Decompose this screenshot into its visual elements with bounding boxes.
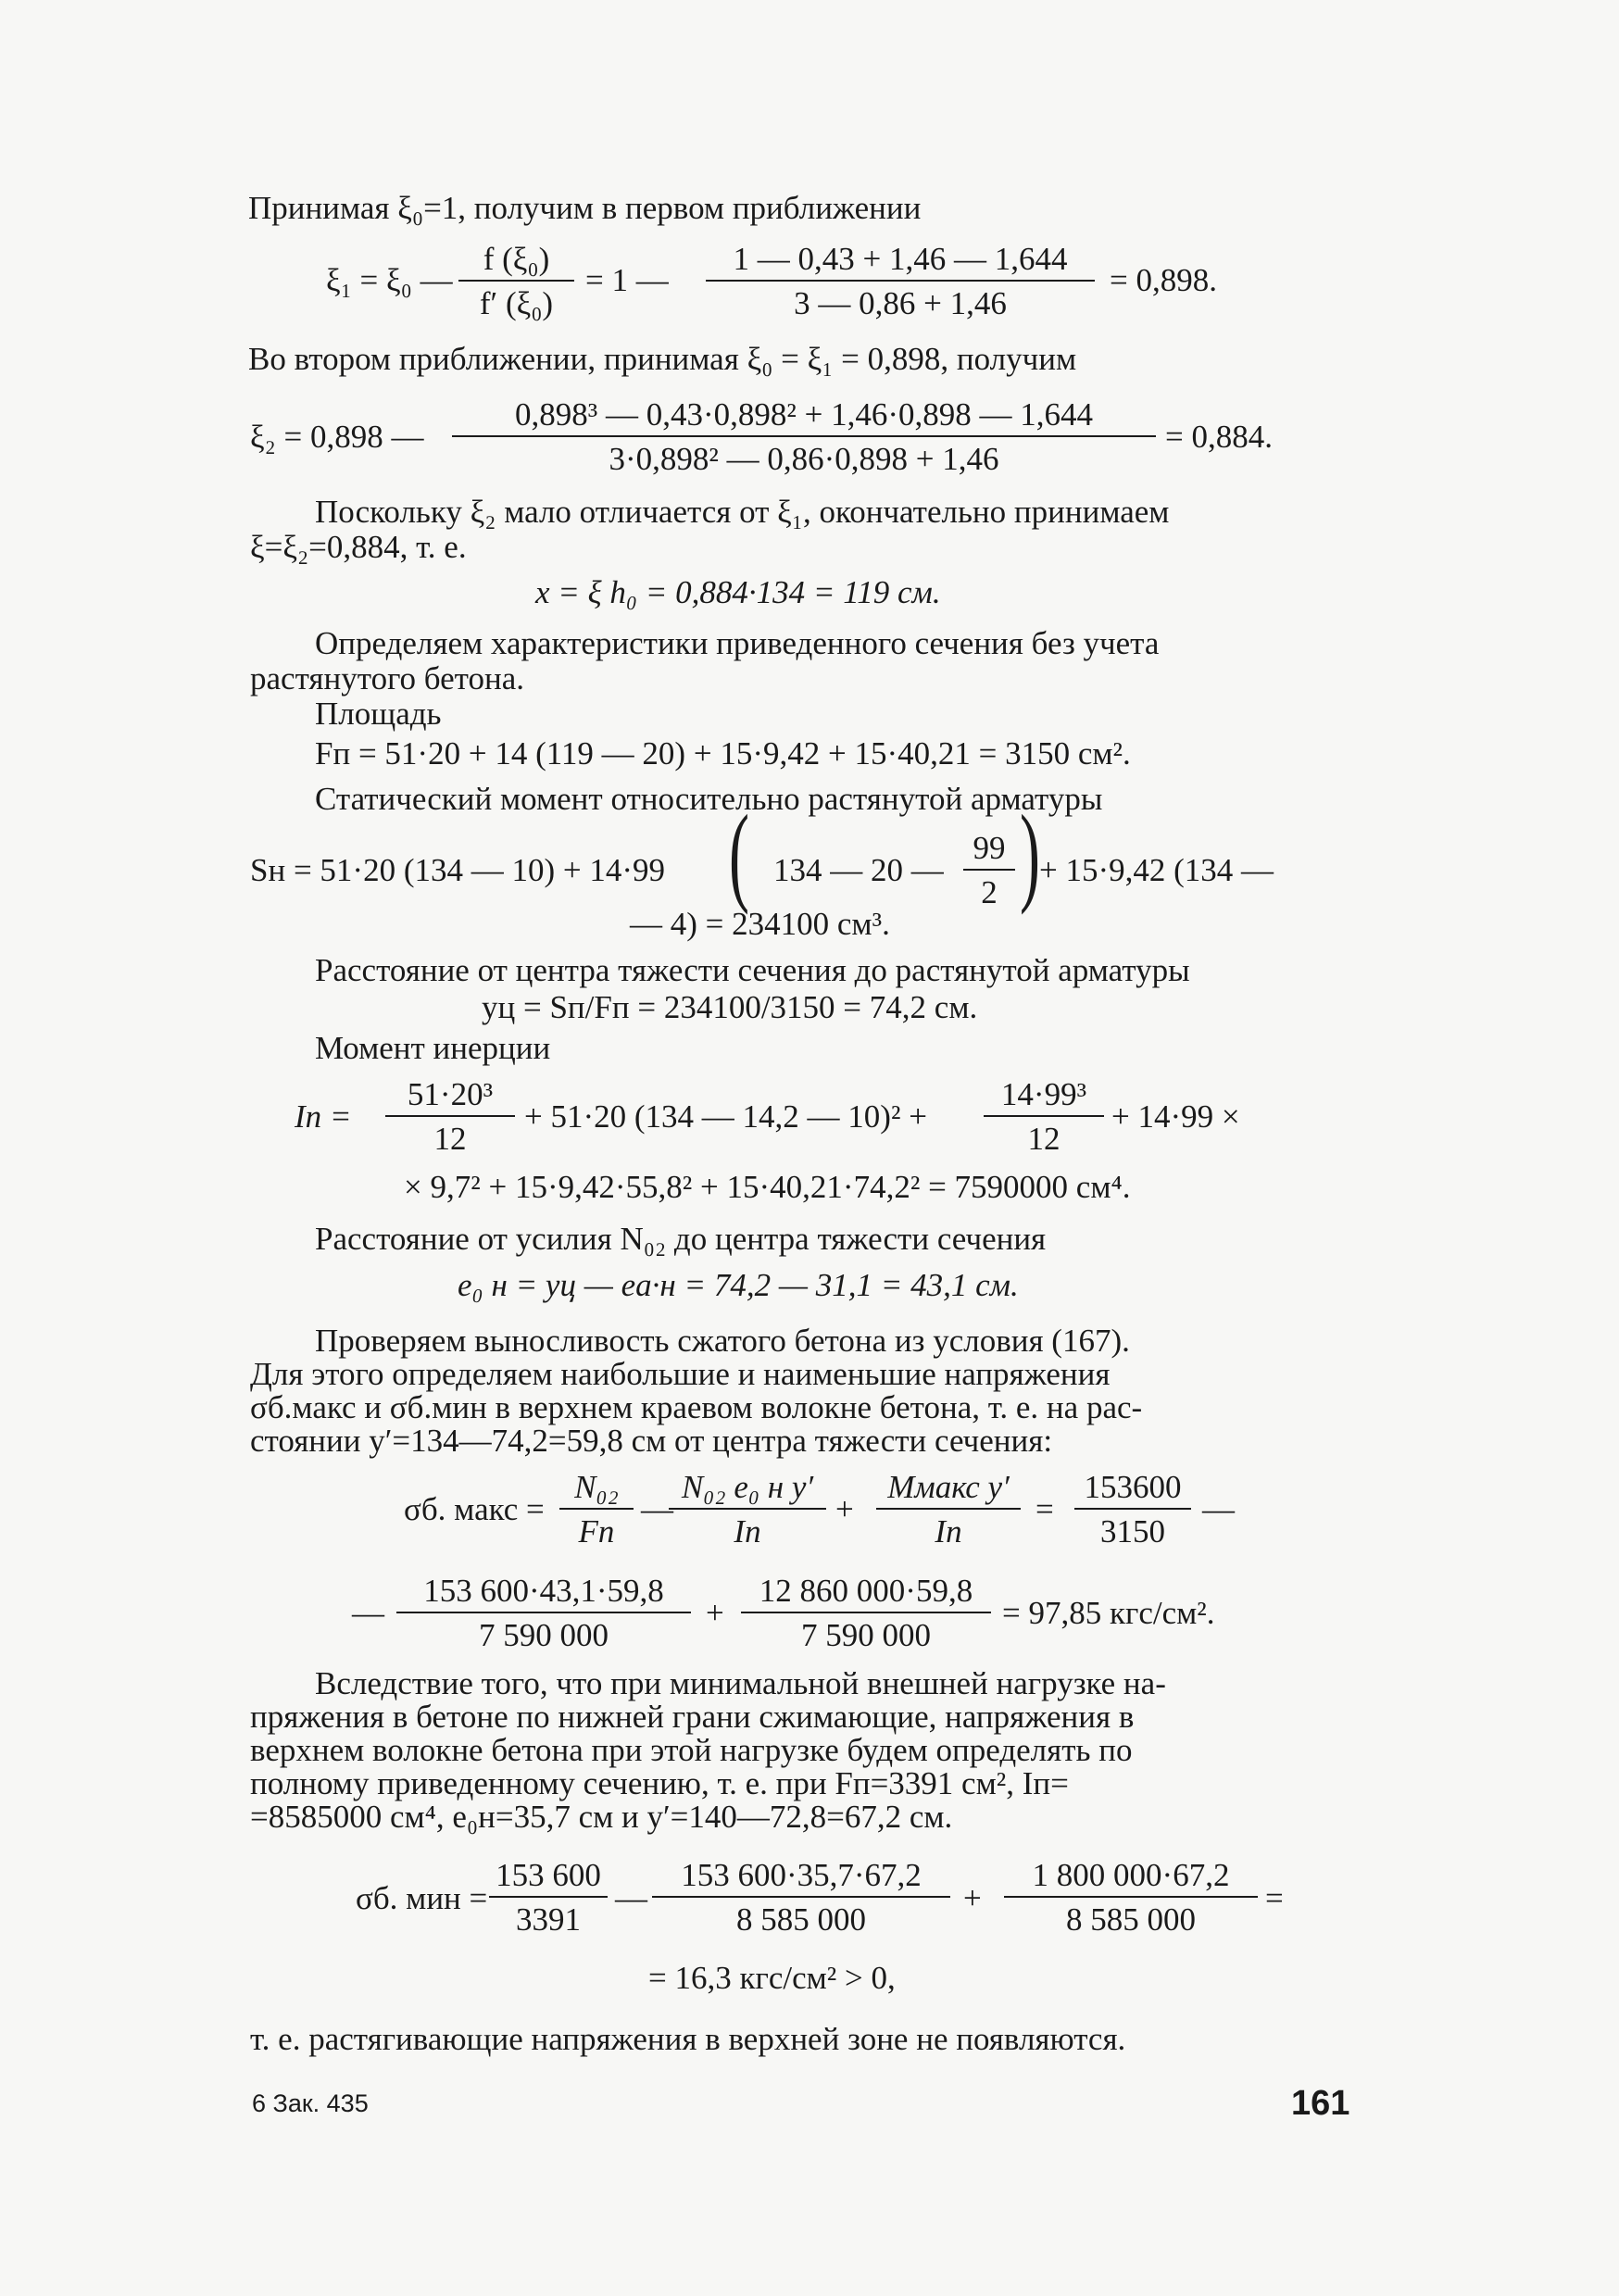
eq9-frac3 [876, 1469, 1021, 1550]
eq7-frac1-num: 51·20³ [385, 1076, 515, 1117]
eq1-result: = 0,898. [1110, 262, 1217, 298]
eq10-line2: = 16,3 кгс/см² > 0, [648, 1960, 896, 1996]
para4-line2: пряжения в бетоне по нижней грани сжимающие, напряжения в [250, 1699, 1135, 1735]
area-label: Площадь [315, 696, 442, 732]
eq9-frac2 [669, 1469, 826, 1550]
footer-left: 6 Зак. 435 [252, 2089, 369, 2117]
eq10-frac2-den: 8 585 000 [736, 1901, 866, 1938]
eq10-frac3 [1004, 1857, 1258, 1938]
eq5-lhs: Sн = 51·20 (134 — 10) + 14·99 [250, 852, 666, 888]
eq9-frac6 [741, 1573, 991, 1654]
eq9-lhs: σб. макс = [404, 1491, 545, 1527]
eq5-paren-close: ) [1019, 792, 1040, 915]
eq7-frac1 [385, 1076, 515, 1158]
eq5-frac [963, 830, 1015, 911]
eq5-inner: 134 — 20 — [773, 852, 944, 888]
eq2-lhs: ξ₂ = 0,898 — [250, 419, 424, 455]
page-number: 161 [1291, 2084, 1350, 2123]
eq9-eq: = [1035, 1491, 1054, 1527]
eq1-frac2-num: 1 — 0,43 + 1,46 — 1,644 [706, 241, 1095, 282]
eq10-frac1-num: 153 600 [489, 1857, 608, 1898]
eq7-frac2-den: 12 [1027, 1121, 1061, 1157]
eq10-lhs: σб. мин = [356, 1880, 488, 1916]
dist-label: Расстояние от центра тяжести сечения до растянутой арматуры [315, 952, 1190, 988]
eq1-frac1 [458, 241, 574, 322]
eq1-mid: = 1 — [585, 262, 669, 298]
para3-line1: Проверяем выносливость сжатого бетона из условия (167). [315, 1323, 1130, 1359]
eq6: yц = Sп/Fп = 234100/3150 = 74,2 см. [482, 989, 978, 1025]
eq7-lhs: Iп = [295, 1098, 352, 1135]
eq4: Fп = 51·20 + 14 (119 — 20) + 15·9,42 + 15·40,21 = 3150 см². [315, 735, 1131, 772]
eq9-l2-op2: + [706, 1595, 724, 1631]
eq9-frac4-den: 3150 [1100, 1513, 1165, 1549]
eq7-mid: + 51·20 (134 — 14,2 — 10)² + [524, 1098, 927, 1135]
para3-line4: стоянии y′=134—74,2=59,8 см от центра тяжести сечения: [250, 1423, 1053, 1459]
eq10-eq: = [1265, 1880, 1284, 1916]
eq1-frac1-num: f (ξ₀) [458, 241, 574, 282]
eq9-frac3-num: Mмакс y′ [876, 1469, 1021, 1510]
para4-line1: Вследствие того, что при минимальной внешней нагрузке на- [315, 1665, 1166, 1701]
eq9-frac5-num: 153 600·43,1·59,8 [396, 1573, 691, 1613]
eq10-frac2 [652, 1857, 950, 1938]
eq9-l2-op1: — [352, 1595, 384, 1631]
para2-line2: растянутого бетона. [250, 660, 525, 696]
eq2-den: 3·0,898² — 0,86·0,898 + 1,46 [609, 441, 999, 477]
eq8: e₀ н = yц — eа·н = 74,2 — 31,1 = 43,1 см. [458, 1267, 1019, 1303]
eq10-frac1 [489, 1857, 608, 1938]
eq5-paren-open: ( [728, 792, 749, 915]
eq9-op1: — [641, 1491, 673, 1527]
eq9-result: = 97,85 кгс/см². [1002, 1595, 1215, 1631]
final-line: т. е. растягивающие напряжения в верхней зоне не появляются. [250, 2021, 1126, 2057]
eq9-frac6-num: 12 860 000·59,8 [741, 1573, 991, 1613]
eq3: x = ξ h₀ = 0,884·134 = 119 см. [535, 574, 941, 610]
para4-line3: верхнем волокне бетона при этой нагрузке будем определять по [250, 1732, 1133, 1768]
eq2-result: = 0,884. [1165, 419, 1273, 455]
eq5-rhs: + 15·9,42 (134 — [1039, 852, 1274, 888]
eq9-frac1-num: N₀₂ [559, 1469, 634, 1510]
eq1-frac2 [706, 241, 1095, 322]
eq10-frac1-den: 3391 [516, 1901, 581, 1938]
eq1-frac2-den: 3 — 0,86 + 1,46 [794, 285, 1007, 321]
eq9-op3: — [1202, 1491, 1235, 1527]
dist2-label: Расстояние от усилия N₀₂ до центра тяжести сечения [315, 1221, 1047, 1257]
para4-line5: =8585000 см⁴, e₀н=35,7 см и y′=140—72,8=67,2 см. [250, 1799, 953, 1835]
eq7-line2: × 9,7² + 15·9,42·55,8² + 15·40,21·74,2² = 7590000 см⁴. [404, 1169, 1131, 1205]
eq9-frac1-den: Fп [578, 1513, 615, 1549]
eq5-frac-num: 99 [963, 830, 1015, 871]
inertia-label: Момент инерции [315, 1030, 551, 1066]
eq9-frac4-num: 153600 [1074, 1469, 1191, 1510]
eq5-line2: — 4) = 234100 см³. [630, 906, 890, 942]
para1-line2: ξ=ξ₂=0,884, т. е. [250, 529, 467, 565]
para3-line3: σб.макс и σб.мин в верхнем краевом волокне бетона, т. е. на рас- [250, 1389, 1143, 1425]
eq1-lhs: ξ₁ = ξ₀ — [326, 262, 453, 298]
eq10-frac2-num: 153 600·35,7·67,2 [652, 1857, 950, 1898]
para2-line1: Определяем характеристики приведенного сечения без учета [315, 625, 1160, 661]
eq5-frac-den: 2 [981, 874, 998, 910]
eq2-num: 0,898³ — 0,43·0,898² + 1,46·0,898 — 1,644 [452, 396, 1156, 437]
eq10-op1: — [615, 1880, 647, 1916]
eq7-rhs: + 14·99 × [1111, 1098, 1240, 1135]
eq7-frac2 [984, 1076, 1104, 1158]
eq2-frac [452, 396, 1156, 478]
eq9-frac6-den: 7 590 000 [801, 1617, 931, 1653]
para4-line4: полному приведенному сечению, т. е. при Fп=3391 см², Iп= [250, 1765, 1069, 1801]
eq7-frac1-den: 12 [433, 1121, 467, 1157]
second-approx-line: Во втором приближении, принимая ξ₀ = ξ₁ = 0,898, получим [248, 341, 1077, 377]
eq9-frac2-den: Iп [734, 1513, 761, 1549]
eq9-frac3-den: Iп [935, 1513, 962, 1549]
eq9-op2: + [835, 1491, 854, 1527]
intro-text: Принимая ξ₀=1, получим в первом приближении [248, 190, 922, 226]
eq10-op2: + [963, 1880, 982, 1916]
eq9-frac5 [396, 1573, 691, 1654]
static-label: Статический момент относительно растянутой арматуры [315, 781, 1103, 817]
para1-line1: Поскольку ξ₂ мало отличается от ξ₁, окончательно принимаем [315, 494, 1170, 530]
eq9-frac4 [1074, 1469, 1191, 1550]
eq9-frac2-num: N₀₂ e₀ н y′ [669, 1469, 826, 1510]
intro-line [248, 190, 1105, 227]
eq9-frac5-den: 7 590 000 [479, 1617, 609, 1653]
eq1-frac1-den: f′ (ξ₀) [479, 285, 554, 321]
eq10-frac3-num: 1 800 000·67,2 [1004, 1857, 1258, 1898]
eq7-frac2-num: 14·99³ [984, 1076, 1104, 1117]
eq10-frac3-den: 8 585 000 [1066, 1901, 1196, 1938]
eq9-frac1 [559, 1469, 634, 1550]
para3-line2: Для этого определяем наибольшие и наименьшие напряжения [250, 1356, 1111, 1392]
